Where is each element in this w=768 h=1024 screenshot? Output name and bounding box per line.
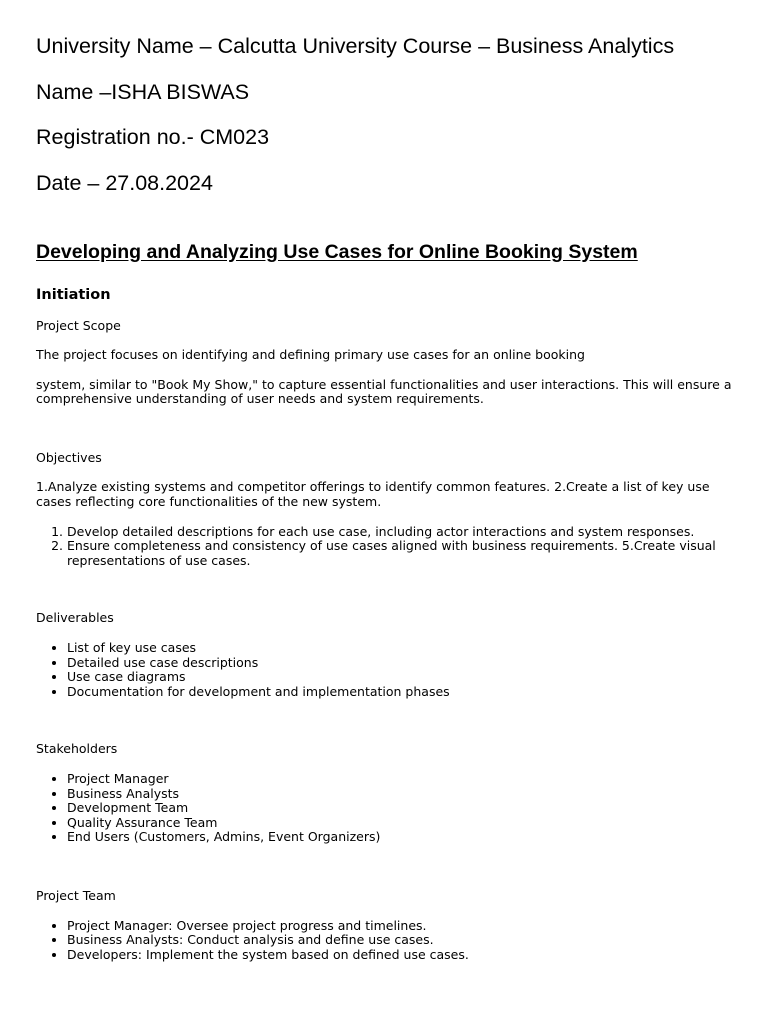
list-item: • Detailed use case descriptions [67,656,732,671]
stakeholders-label: Stakeholders [36,741,118,757]
list-item: • Developers: Implement the system based on defined use cases. [67,948,732,963]
scope-paragraph-1: The project focuses on identifying and defining primary use cases for an online booking [36,347,585,363]
list-item: • List of key use cases [67,641,732,656]
project-team-list [36,919,732,963]
date-line: Date – 27.08.2024 [36,170,213,195]
objectives-paragraph: 1.Analyze existing systems and competitor offerings to identify common features. 2.Create a list of key use cases reflecting core functionalities of the new system. [36,479,710,510]
list-item: • End Users (Customers, Admins, Event Organizers) [67,830,732,845]
stakeholders-list [36,772,732,845]
objectives-label: Objectives [36,449,102,465]
objectives-list [36,525,732,569]
list-item: • Business Analysts: Conduct analysis and define use cases. [67,933,732,948]
university-course-line: University Name – Calcutta University Course – Business Analytics [36,34,675,58]
list-item: • Quality Assurance Team [67,816,732,831]
initiation-heading: Initiation [36,286,111,303]
student-name-line: Name –ISHA BISWAS [36,79,250,104]
scope-paragraph-2: system, similar to "Book My Show," to capture essential functionalities and user interactions. This will ensure a comprehensive understanding of user needs and system requirements. [36,376,732,407]
list-item: • Use case diagrams [67,670,732,685]
deliverables-list [36,641,732,699]
list-item: • Development Team [67,801,732,816]
list-item: 2. Ensure completeness and consistency of use cases aligned with business requirements. 5.Create visual representations of use cases. [67,539,732,568]
project-team-label: Project Team [36,887,116,903]
registration-line: Registration no.- CM023 [36,125,270,149]
list-item: • Project Manager: Oversee project progress and timelines. [67,919,732,934]
list-item: 1. Develop detailed descriptions for each use case, including actor interactions and system responses. [67,525,732,540]
list-item: • Project Manager [67,772,732,787]
project-scope-label: Project Scope [36,317,121,333]
document-title: Developing and Analyzing Use Cases for Online Booking System [36,240,638,263]
list-item: • Business Analysts [67,787,732,802]
deliverables-label: Deliverables [36,610,114,626]
list-item: • Documentation for development and implementation phases [67,685,732,700]
